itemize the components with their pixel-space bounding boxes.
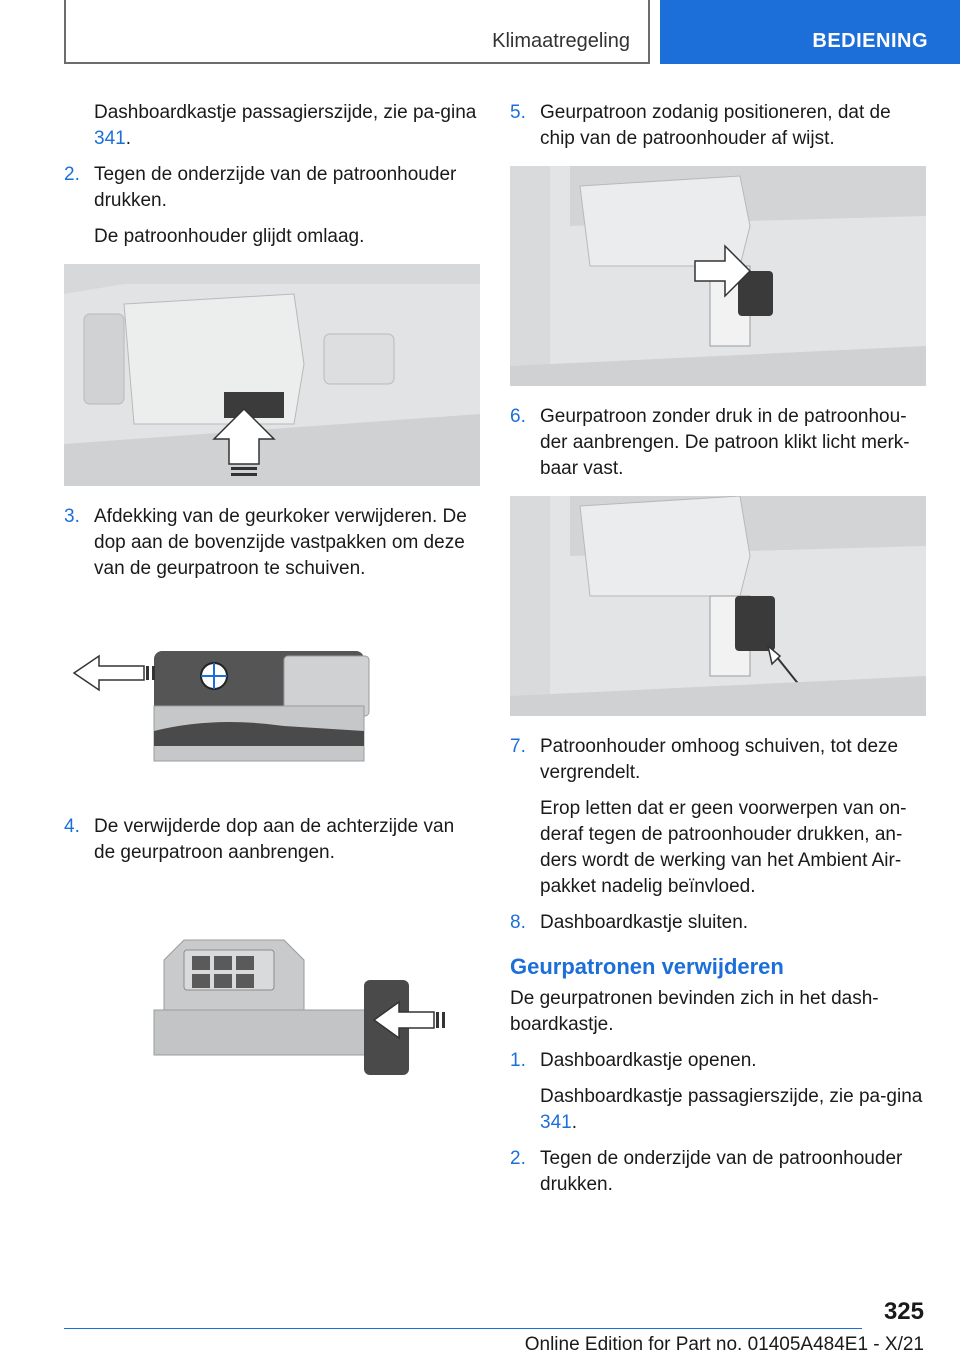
removal-step-1-text: Dashboardkastje openen. <box>540 1050 757 1071</box>
figure-cap-removal <box>64 596 480 796</box>
step-2-text: Tegen de onderzijde van de patroonhouder drukken. <box>94 164 457 211</box>
step-3-text: Afdekking van de geurkoker verwijderen. De dop aan de bovenzijde vastpakken om deze van de geurpatroon te schuiven. <box>94 506 467 579</box>
step-8 <box>510 910 926 936</box>
section-title: Geurpatronen verwijderen <box>510 954 784 979</box>
footer-divider <box>64 1328 862 1329</box>
removal-step-1-subtext <box>540 1084 926 1136</box>
figure-position-cartridge <box>510 166 926 386</box>
step-5-text: Geurpatroon zodanig positioneren, dat de chip van de patroonhouder af wijst. <box>540 102 891 149</box>
figure-insert-cartridge <box>510 496 926 716</box>
step-7 <box>510 734 926 900</box>
removal-step-2 <box>510 1146 926 1198</box>
section-intro: De geurpatronen bevinden zich in het dash-boardkastje. <box>510 988 879 1035</box>
right-column <box>510 100 926 1208</box>
step-7-number: 7. <box>510 736 526 757</box>
step-5-number: 5. <box>510 102 526 123</box>
removal-step-1-number: 1. <box>510 1050 526 1071</box>
step-4-text: De verwijderde dop aan de achterzijde van de geurpatroon aanbrengen. <box>94 816 455 863</box>
step-6-text: Geurpatroon zonder druk in de patroonhou-der aanbrengen. De patroon klikt licht merk-baar vast. <box>540 406 910 479</box>
step-6 <box>510 404 926 482</box>
figure-cap-attach <box>64 880 480 1090</box>
header-section-title: Klimaatregeling <box>492 30 630 52</box>
step-3 <box>64 504 480 582</box>
step-4-number: 4. <box>64 816 80 837</box>
step-2-number: 2. <box>64 164 80 185</box>
removal-step-1-sub: Dashboardkastje passagierszijde, zie pa-gina <box>540 1086 923 1107</box>
figure-holder-push <box>64 264 480 486</box>
page-number: 325 <box>883 1298 924 1325</box>
step-8-number: 8. <box>510 912 526 933</box>
removal-step-2-text: Tegen de onderzijde van de patroonhouder drukken. <box>540 1148 903 1195</box>
header-chapter-label: BEDIENING <box>812 30 928 52</box>
intro-paragraph <box>64 100 480 152</box>
intro-page-link[interactable]: 341 <box>94 128 126 149</box>
removal-step-1-end: . <box>571 1112 577 1133</box>
step-2-subtext: De patroonhouder glijdt omlaag. <box>94 226 365 247</box>
removal-page-link[interactable]: 341 <box>540 1112 572 1133</box>
step-3-number: 3. <box>64 506 80 527</box>
footer-edition: Online Edition for Part no. 01405A484E1 - X/21 <box>524 1334 924 1355</box>
step-8-text: Dashboardkastje sluiten. <box>540 912 749 933</box>
intro-text: Dashboardkastje passagierszijde, zie pa-gina <box>94 102 477 123</box>
step-7-text: Patroonhouder omhoog schuiven, tot deze vergrendelt. <box>540 736 899 783</box>
step-6-number: 6. <box>510 406 526 427</box>
removal-step-1 <box>510 1048 926 1136</box>
intro-end: . <box>125 128 131 149</box>
removal-step-2-number: 2. <box>510 1148 526 1169</box>
step-5 <box>510 100 926 152</box>
step-2 <box>64 162 480 250</box>
step-7-subtext: Erop letten dat er geen voorwerpen van on-deraf tegen de patroonhouder drukken, an-ders wordt de werking van het Ambient Air-pakket nadelig beïnvloed. <box>540 798 907 897</box>
step-4 <box>64 814 480 866</box>
header-chapter-tab[interactable] <box>660 0 960 64</box>
left-column <box>64 100 480 1108</box>
